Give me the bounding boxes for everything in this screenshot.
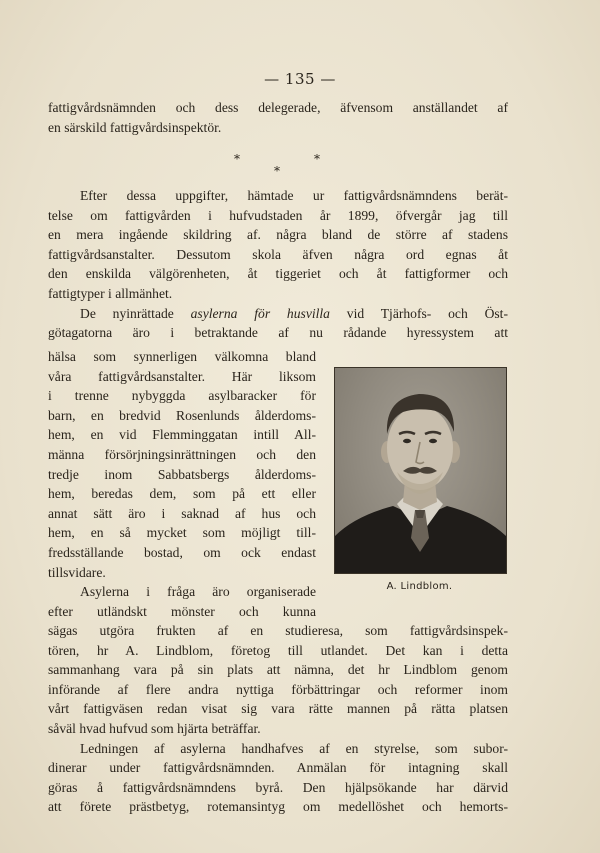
text-line: annat sätt äro i saknad af hus och — [48, 505, 316, 521]
text-line — [48, 304, 508, 324]
asterisk: * — [314, 152, 320, 166]
intro-text — [48, 98, 508, 137]
text-run: vid Tjärhofs- och Öst- — [329, 305, 508, 321]
page-number: — 135 — — [264, 70, 336, 88]
text-line: telse om fattigvården i hufvudstaden år 1899, öfvergår jag till — [48, 207, 508, 223]
text-line: hem, beredas dem, som på ett eller — [48, 486, 316, 502]
text-line: en mera ingående skildring af. några bland de större af stadens — [48, 227, 508, 243]
section-divider — [0, 150, 600, 180]
text-line: våra fattigvårdsanstalter. Här liksom — [48, 368, 316, 384]
portrait-illustration — [335, 368, 506, 573]
paragraph-1 — [48, 186, 508, 343]
text-line: i trenne nybyggda asylbaracker för — [48, 388, 316, 404]
photo-caption: A. Lindblom. — [386, 581, 453, 592]
text-line: såväl hvad hufvud som hjärta beträffar. — [48, 720, 261, 736]
text-run: De nyinrättade — [80, 305, 191, 321]
text-line: tredje inom Sabbatsbergs ålderdoms- — [48, 466, 316, 482]
text-line: Ledningen af asylerna handhafves af en styrelse, som subor- — [80, 740, 508, 756]
text-line: dinerar under fattigvårdsnämnden. Anmälan för intagning skall — [48, 760, 508, 776]
text-line: fattigtyper i allmänhet. — [48, 285, 173, 301]
text-line: den enskilda välgörenheten, åt tiggeriet och åt fattigformer och — [48, 266, 508, 282]
text-line: männa försörjningsinrättningen och den — [48, 446, 316, 462]
text-line: efter utländskt mönster och kunna — [48, 603, 316, 619]
text-line: götagatorna äro i betraktande af nu rådande hyressystem att — [48, 325, 508, 341]
text-line: sägas utgöra frukten af en studieresa, som fattigvårdsinspek- — [48, 623, 508, 638]
text-line: tillsvidare. — [48, 564, 106, 580]
text-line: införande af flere andra nyttiga förbättringar och reformer inom — [48, 681, 508, 697]
text-line: fattigvårdsnämnden och dess delegerade, äfvensom anställandet af — [48, 100, 508, 115]
asterisk: * — [274, 164, 280, 178]
text-line: hem, en så mycket som möjligt till- — [48, 525, 316, 541]
text-line: fattigvårdsanstalter. Dessutom skola äfven några ord egnas åt — [48, 246, 508, 262]
text-line: hälsa som synnerligen välkomna bland — [48, 349, 316, 364]
text-line: att förete prästbetyg, rotemansintyg om medellöshet och hemorts- — [48, 799, 508, 815]
asterisk: * — [234, 152, 240, 166]
text-line: hem, en vid Flemminggatan intill All- — [48, 427, 316, 443]
portrait-photo — [334, 367, 507, 574]
text-line: vårt fattigväsen redan visat sig vara rätte mannen på rätta platsen — [48, 701, 508, 717]
text-line: en särskild fattigvårdsinspektör. — [48, 119, 222, 135]
text-line: barn, en bredvid Rosenlunds ålderdoms- — [48, 407, 316, 423]
text-line: Efter dessa uppgifter, hämtade ur fattigvårdsnämndens berät- — [80, 188, 508, 203]
text-line: tören, hr A. Lindblom, företog till utlandet. Det kan i detta — [48, 642, 508, 658]
paragraph-2-wrap — [48, 347, 316, 621]
text-line: fredsställande bostad, om ock endast — [48, 544, 316, 560]
text-line: göras å fattigvårdsnämndens byrå. Den hjälpsökande har därvid — [48, 779, 508, 795]
text-line: sammanhang vara på sin plats att nämna, det hr Lindblom genom — [48, 662, 508, 678]
italic-term: asylerna för husvilla — [190, 305, 330, 321]
text-line: Asylerna i fråga äro organiserade — [80, 584, 316, 600]
paragraph-3 — [48, 621, 508, 817]
